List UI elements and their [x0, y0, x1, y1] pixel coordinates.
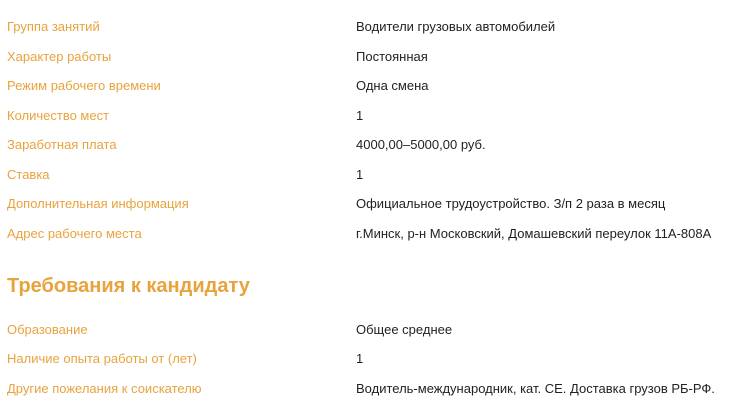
requirement-row-other-wishes — [0, 378, 732, 400]
detail-row-work-address — [0, 223, 732, 245]
detail-label: Дополнительная информация — [7, 196, 189, 211]
detail-label: Ставка — [7, 167, 50, 182]
detail-label: Характер работы — [7, 49, 112, 64]
detail-label: Заработная плата — [7, 137, 117, 152]
detail-row-rate — [0, 164, 732, 186]
detail-row-work-type — [0, 46, 732, 68]
detail-label: Группа занятий — [7, 19, 100, 34]
requirement-row-education — [0, 319, 732, 341]
detail-row-positions-count — [0, 105, 732, 127]
detail-value: 1 — [356, 167, 364, 182]
detail-row-additional-info — [0, 193, 732, 215]
detail-value: Постоянная — [356, 49, 428, 64]
detail-label: Режим рабочего времени — [7, 78, 161, 93]
detail-row-work-schedule — [0, 75, 732, 97]
requirement-value: Общее среднее — [356, 322, 453, 337]
detail-value: 4000,00–5000,00 руб. — [356, 137, 486, 152]
requirement-label: Образование — [7, 322, 88, 337]
requirement-row-experience — [0, 348, 732, 370]
detail-value: Водители грузовых автомобилей — [356, 19, 556, 34]
detail-row-occupation-group — [0, 16, 732, 38]
detail-value: Одна смена — [356, 78, 429, 93]
requirement-label: Другие пожелания к соискателю — [7, 381, 202, 396]
requirement-value: Водитель-международник, кат. СЕ. Доставка грузов РБ-РФ. — [356, 381, 715, 396]
detail-row-salary — [0, 134, 732, 156]
requirements-heading: Требования к кандидату — [7, 275, 250, 297]
detail-label: Количество мест — [7, 108, 110, 123]
detail-value: Официальное трудоустройство. З/п 2 раза в месяц — [356, 196, 666, 211]
detail-label: Адрес рабочего места — [7, 226, 142, 241]
requirement-label: Наличие опыта работы от (лет) — [7, 351, 197, 366]
detail-value: 1 — [356, 108, 364, 123]
detail-value: г.Минск, р-н Московский, Домашевский переулок 11А-808А — [356, 226, 712, 241]
requirement-value: 1 — [356, 351, 364, 366]
